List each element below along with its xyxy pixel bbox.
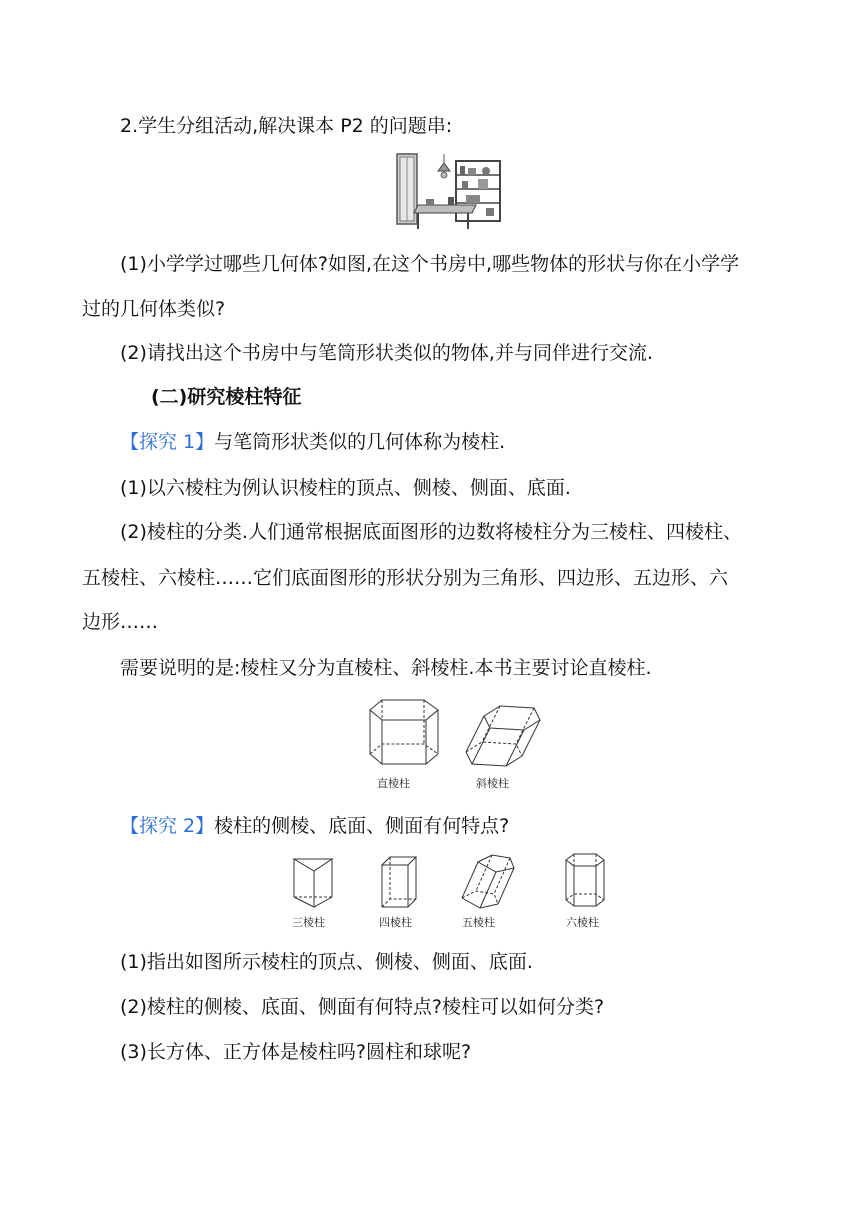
right-prism-figure bbox=[364, 696, 446, 768]
note-paragraph: 需要说明的是:棱柱又分为直棱柱、斜棱柱.本书主要讨论直棱柱. bbox=[120, 657, 652, 679]
caption-pentagonal-prism: 五棱柱 bbox=[462, 916, 495, 929]
explore-2-line bbox=[120, 814, 509, 838]
explore-1-item-1: (1)以六棱柱为例认识棱柱的顶点、侧棱、侧面、底面. bbox=[120, 477, 571, 499]
hexagonal-prism-figure bbox=[562, 852, 610, 910]
question-1-line-2: 过的几何体类似? bbox=[82, 298, 226, 320]
explore-2-question-3: (3)长方体、正方体是棱柱吗?圆柱和球呢? bbox=[120, 1041, 472, 1063]
oblique-prism-figure bbox=[462, 700, 544, 770]
explore-1-tag: 【探究 1】 bbox=[120, 431, 215, 453]
paragraph-activity: 2.学生分组活动,解决课本 P2 的问题串: bbox=[120, 115, 453, 137]
section-heading: (二)研究棱柱特征 bbox=[151, 386, 302, 408]
pentagonal-prism-figure bbox=[456, 852, 518, 910]
triangular-prism-figure bbox=[290, 853, 336, 909]
quadrangular-prism-figure bbox=[376, 853, 422, 911]
explore-1-item-2-line-3: 边形…… bbox=[82, 611, 159, 633]
question-1-line-1: (1)小学学过哪些几何体?如图,在这个书房中,哪些物体的形状与你在小学学 bbox=[120, 253, 740, 275]
explore-1-line bbox=[120, 430, 505, 454]
explore-2-tag: 【探究 2】 bbox=[120, 815, 215, 837]
explore-1-item-2-line-2: 五棱柱、六棱柱……它们底面图形的形状分别为三角形、四边形、五边形、六 bbox=[82, 567, 729, 589]
caption-oblique-prism: 斜棱柱 bbox=[476, 777, 509, 790]
explore-2-question-1: (1)指出如图所示棱柱的顶点、侧棱、侧面、底面. bbox=[120, 951, 533, 973]
explore-1-text: 与笔筒形状类似的几何体称为棱柱. bbox=[214, 431, 506, 453]
study-room-illustration bbox=[396, 153, 504, 231]
explore-2-question-2: (2)棱柱的侧棱、底面、侧面有何特点?棱柱可以如何分类? bbox=[120, 996, 605, 1018]
caption-right-prism: 直棱柱 bbox=[377, 777, 410, 790]
explore-2-text: 棱柱的侧棱、底面、侧面有何特点? bbox=[214, 815, 510, 837]
question-2: (2)请找出这个书房中与笔筒形状类似的物体,并与同伴进行交流. bbox=[120, 342, 653, 364]
caption-triangular-prism: 三棱柱 bbox=[292, 916, 325, 929]
caption-quadrangular-prism: 四棱柱 bbox=[379, 916, 412, 929]
caption-hexagonal-prism: 六棱柱 bbox=[566, 916, 599, 929]
explore-1-item-2-line-1: (2)棱柱的分类.人们通常根据底面图形的边数将棱柱分为三棱柱、四棱柱、 bbox=[120, 521, 742, 543]
